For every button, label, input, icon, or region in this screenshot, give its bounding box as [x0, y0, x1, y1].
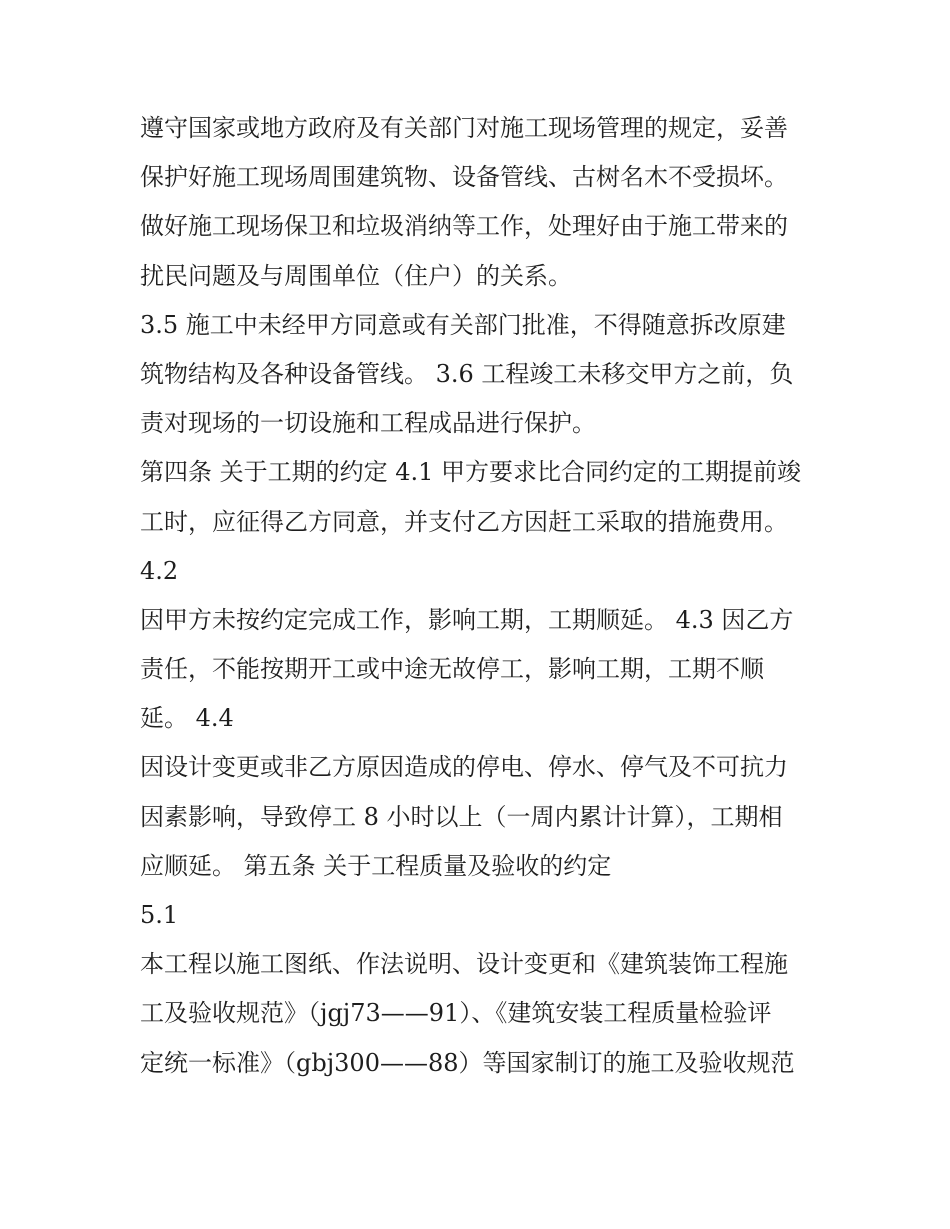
text-line: 4.2 [140, 556, 179, 585]
text-line: 第四条 关于工期的约定 4.1 甲方要求比合同约定的工期提前竣 [140, 458, 802, 487]
text-line: 定统一标准》（gbj300——88）等国家制订的施工及验收规范 [140, 1048, 795, 1077]
text-line: 延。 4.4 [140, 704, 234, 733]
text-line: 工时，应征得乙方同意，并支付乙方因赶工采取的措施费用。 [140, 507, 788, 536]
text-line: 筑物结构及各种设备管线。 3.6 工程竣工未移交甲方之前，负 [140, 359, 794, 388]
text-line: 本工程以施工图纸、作法说明、设计变更和《建筑装饰工程施 [140, 950, 788, 979]
text-line: 责对现场的一切设施和工程成品进行保护。 [140, 409, 596, 438]
text-line: 保护好施工现场周围建筑物、设备管线、古树名木不受损坏。 [140, 163, 788, 192]
text-line: 工及验收规范》（jgj73——91）、《建筑安装工程质量检验评 [140, 999, 772, 1028]
text-line: 5.1 [140, 901, 179, 929]
text-line: 责任，不能按期开工或中途无故停工，影响工期，工期不顺 [140, 655, 764, 684]
document-body [140, 104, 830, 1088]
text-line: 做好施工现场保卫和垃圾消纳等工作，处理好由于施工带来的 [140, 212, 788, 241]
text-line: 应顺延。 第五条 关于工程质量及验收的约定 [140, 851, 612, 880]
text-line: 3.5 施工中未经甲方同意或有关部门批准，不得随意拆改原建 [140, 310, 786, 339]
text-line: 因设计变更或非乙方原因造成的停电、停水、停气及不可抗力 [140, 753, 788, 782]
text-line: 因甲方未按约定完成工作，影响工期，工期顺延。 4.3 因乙方 [140, 605, 794, 634]
text-line: 因素影响，导致停工 8 小时以上（一周内累计计算），工期相 [140, 802, 783, 831]
text-line: 遵守国家或地方政府及有关部门对施工现场管理的规定，妥善 [140, 114, 788, 142]
text-line: 扰民问题及与周围单位（住户）的关系。 [140, 261, 572, 290]
